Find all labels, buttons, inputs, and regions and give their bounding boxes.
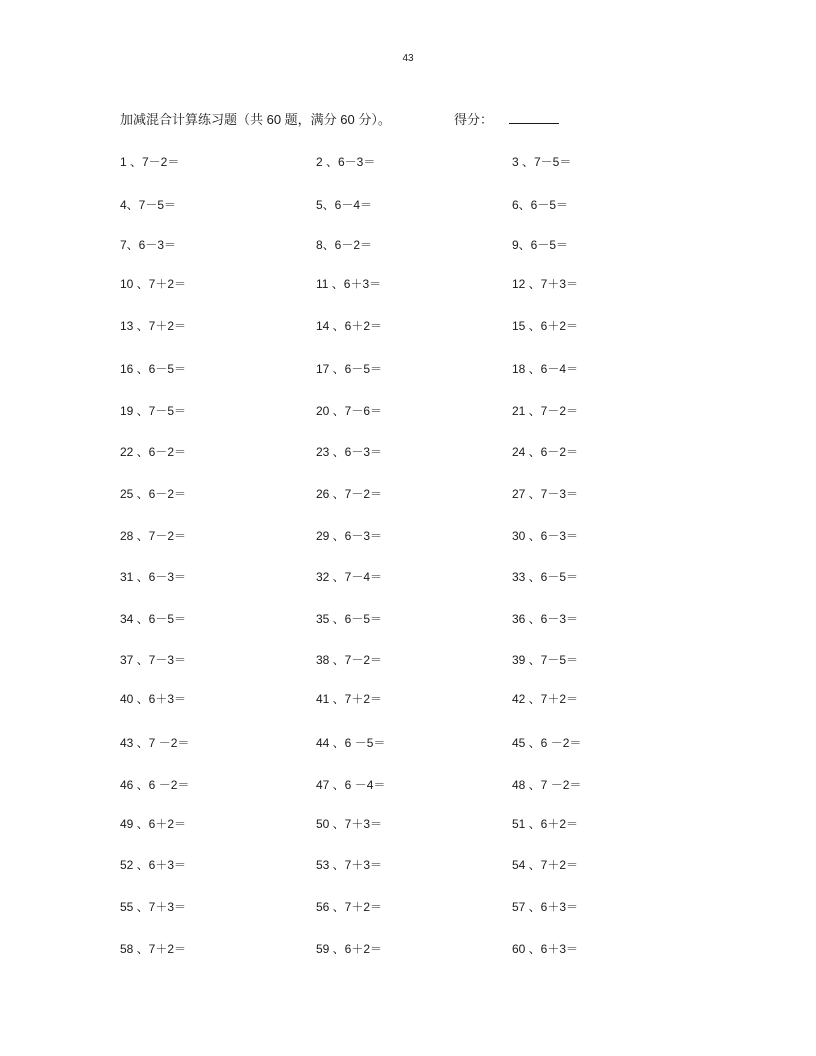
problem-item: 36 、6－3＝ (512, 612, 579, 626)
problem-item: 40 、6＋3＝ (120, 692, 187, 706)
problem-item: 31 、6－3＝ (120, 570, 187, 584)
problem-item: 60 、6＋3＝ (512, 942, 579, 956)
problem-item: 12 、7＋3＝ (512, 277, 579, 291)
problem-item: 15 、6＋2＝ (512, 319, 579, 333)
problem-item: 23 、6－3＝ (316, 445, 383, 459)
problem-item: 52 、6＋3＝ (120, 858, 187, 872)
problem-item: 55 、7＋3＝ (120, 900, 187, 914)
problem-item: 43 、7 －2＝ (120, 736, 190, 750)
worksheet-title: 加减混合计算练习题（共 60 题，满分 60 分）。 (120, 112, 391, 127)
problem-item: 17 、6－5＝ (316, 362, 383, 376)
problem-item: 21 、7－2＝ (512, 404, 579, 418)
problem-item: 16 、6－5＝ (120, 362, 187, 376)
problem-item: 18 、6－4＝ (512, 362, 579, 376)
problem-item: 33 、6－5＝ (512, 570, 579, 584)
problem-item: 9、6－5＝ (512, 238, 569, 252)
problem-item: 50 、7＋3＝ (316, 817, 383, 831)
page-number: 43 (402, 53, 414, 64)
problem-item: 19 、7－5＝ (120, 404, 187, 418)
problem-item: 14 、6＋2＝ (316, 319, 383, 333)
problem-item: 24 、6－2＝ (512, 445, 579, 459)
problem-item: 7、6－3＝ (120, 238, 177, 252)
problem-item: 20 、7－6＝ (316, 404, 383, 418)
problem-item: 1 、7－2＝ (120, 155, 180, 169)
problem-item: 28 、7－2＝ (120, 529, 187, 543)
problem-item: 47 、6 －4＝ (316, 778, 386, 792)
problem-item: 13 、7＋2＝ (120, 319, 187, 333)
problem-item: 42 、7＋2＝ (512, 692, 579, 706)
problem-item: 46 、6 －2＝ (120, 778, 190, 792)
problem-item: 10 、7＋2＝ (120, 277, 187, 291)
problem-item: 38 、7－2＝ (316, 653, 383, 667)
problem-item: 45 、6 －2＝ (512, 736, 582, 750)
problem-item: 2 、6－3＝ (316, 155, 376, 169)
problem-item: 48 、7 －2＝ (512, 778, 582, 792)
problem-item: 56 、7＋2＝ (316, 900, 383, 914)
score-label: 得分： (454, 112, 494, 127)
problem-item: 25 、6－2＝ (120, 487, 187, 501)
problem-item: 29 、6－3＝ (316, 529, 383, 543)
problem-item: 3 、7－5＝ (512, 155, 572, 169)
problem-item: 11 、6＋3＝ (316, 277, 382, 291)
problem-item: 58 、7＋2＝ (120, 942, 187, 956)
problem-item: 44 、6 －5＝ (316, 736, 386, 750)
problem-item: 26 、7－2＝ (316, 487, 383, 501)
problem-item: 6、6－5＝ (512, 198, 569, 212)
problem-item: 22 、6－2＝ (120, 445, 187, 459)
problem-item: 57 、6＋3＝ (512, 900, 579, 914)
problem-item: 5、6－4＝ (316, 198, 373, 212)
problem-item: 8、6－2＝ (316, 238, 373, 252)
problem-item: 37 、7－3＝ (120, 653, 187, 667)
problem-item: 35 、6－5＝ (316, 612, 383, 626)
problem-item: 34 、6－5＝ (120, 612, 187, 626)
problem-item: 53 、7＋3＝ (316, 858, 383, 872)
problem-item: 30 、6－3＝ (512, 529, 579, 543)
problem-item: 54 、7＋2＝ (512, 858, 579, 872)
problem-item: 49 、6＋2＝ (120, 817, 187, 831)
problem-item: 39 、7－5＝ (512, 653, 579, 667)
problem-item: 51 、6＋2＝ (512, 817, 579, 831)
problem-item: 27 、7－3＝ (512, 487, 579, 501)
problem-item: 4、7－5＝ (120, 198, 177, 212)
problem-item: 59 、6＋2＝ (316, 942, 383, 956)
problem-item: 41 、7＋2＝ (316, 692, 383, 706)
problem-item: 32 、7－4＝ (316, 570, 383, 584)
